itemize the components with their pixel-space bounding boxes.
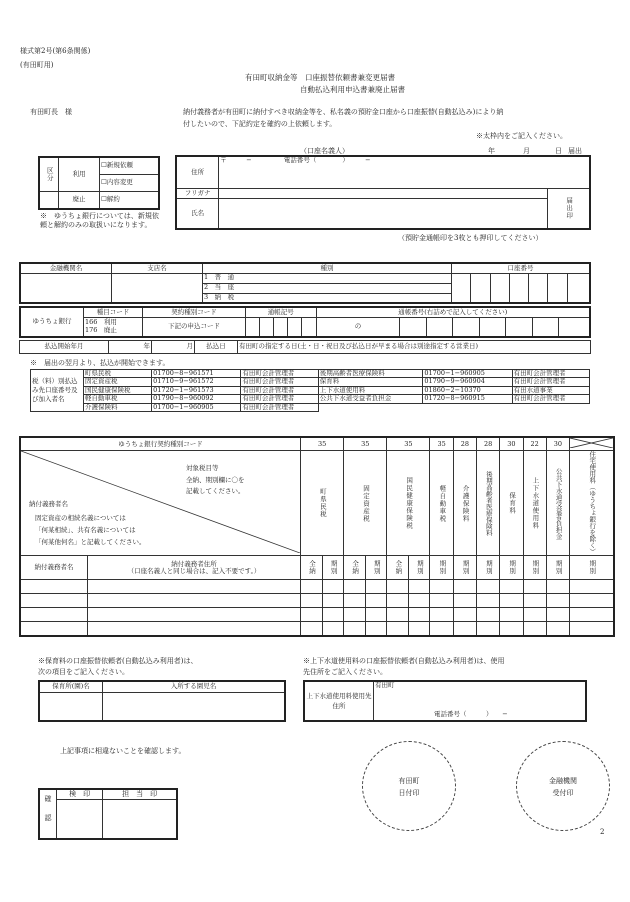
acct-digit[interactable]: [490, 273, 509, 303]
col-name-header: 納付義務者名: [20, 556, 88, 580]
name-field[interactable]: [219, 199, 547, 229]
bangou-digit[interactable]: [426, 317, 453, 337]
branch-field[interactable]: [112, 273, 203, 303]
entry-row[interactable]: [20, 622, 614, 636]
start-month[interactable]: 月: [152, 341, 195, 354]
accounts-side-label: 税（料）別払込み先口座番号及び加入者名: [31, 370, 84, 412]
acct-number: 01710−9−961572: [152, 378, 241, 386]
bangou-digit[interactable]: [453, 317, 480, 337]
kind-code-values: 166 利用 176 廃止: [84, 317, 143, 337]
code-cell: 35: [387, 437, 430, 451]
form-number: 様式第2号(第6条関係): [20, 47, 91, 55]
ki-header: 期別: [430, 556, 453, 580]
bank-receipt-stamp: 金融機関 受付印: [516, 741, 610, 831]
water-address-field[interactable]: [374, 681, 587, 721]
acct-number: 01700−1−960905: [423, 370, 512, 378]
acct-digit[interactable]: [509, 273, 528, 303]
acct-tax: 軽自動車税: [84, 395, 152, 403]
acct-number: 01720−1−961573: [152, 386, 241, 394]
bank-name-header: 金融機関名: [20, 263, 112, 273]
tax-col-header: 国民健康保険税: [387, 451, 430, 556]
hoiku-name-field[interactable]: [39, 692, 103, 721]
ki-header: 期別: [365, 556, 387, 580]
haishi-label: 廃止: [59, 191, 100, 209]
acct-tax: 公共下水道受益者負担金: [318, 395, 423, 403]
acct-holder: 有田水道事業: [512, 386, 589, 394]
acct-digit[interactable]: [567, 273, 590, 303]
child-name-field[interactable]: [103, 692, 286, 721]
furigana-field[interactable]: [219, 188, 547, 198]
col-address-header: 納付義務者住所 （口座名義人と同じ場合は、記入不要です。）: [88, 556, 301, 580]
crossed-cell: [570, 437, 614, 451]
date-year: 年: [488, 147, 495, 155]
applicant-box: [175, 155, 591, 230]
page-number: 2: [600, 828, 605, 836]
confirm-text: 上記事項に相違ないことを確認します。: [60, 747, 186, 755]
change-option[interactable]: ☐内容変更: [100, 175, 160, 192]
hoiku-note-1: ※保育料の口座振替依頼者(自動払込み利用者)は、: [38, 657, 198, 665]
date-day: 日: [555, 147, 562, 155]
cancel-option[interactable]: ☐解約: [100, 191, 160, 209]
taxpayer-note-3: 「何某他何名」と記載してください。: [35, 538, 146, 547]
kind-code-header: 種目コード: [84, 307, 143, 317]
category-box: [38, 156, 160, 210]
water-label: 上下水道使用料使用先住所: [304, 681, 374, 721]
start-label: 払込開始年月: [20, 341, 109, 354]
code-cell: 35: [430, 437, 453, 451]
intro-line-2: 付したいので、下記約定を確約の上依頼します。: [183, 120, 337, 128]
acct-holder: 有田町会計管理者: [241, 386, 318, 394]
branch-header: 支店名: [112, 263, 203, 273]
acct-holder: 有田町会計管理者: [241, 403, 318, 411]
diag-top: 対象税目等: [186, 464, 219, 473]
acct-holder: 有田町会計管理者: [512, 370, 589, 378]
acct-number: 01790−8−960092: [152, 395, 241, 403]
start-year[interactable]: 年: [109, 341, 152, 354]
yucho-label: ゆうちょ銀行: [20, 307, 84, 337]
water-phone: 電話番号（ ） −: [434, 709, 508, 718]
entry-row[interactable]: [20, 580, 614, 594]
confirm-seal-table: [38, 788, 178, 840]
tax-col-header: 住宅使用料（ゆうちょ銀行を除く）: [570, 451, 614, 556]
date-month: 月: [523, 147, 530, 155]
tax-col-header: 町県民税: [301, 451, 344, 556]
bangou-digit[interactable]: [532, 317, 559, 337]
kigou-digit[interactable]: [302, 317, 316, 337]
accounts-table: [30, 369, 590, 412]
form-subtitle: 自動払込利用申込書兼廃止届書: [300, 85, 405, 94]
acct-holder: 有田町会計管理者: [241, 378, 318, 386]
ken-in-header: 検 印: [57, 789, 103, 799]
acct-tax: 上下水道使用料: [318, 386, 423, 394]
code-cell: 30: [546, 437, 569, 451]
code-cell: 30: [500, 437, 523, 451]
no-mark: の: [316, 317, 400, 337]
contract-row-label: ゆうちょ銀行契約種別コード: [20, 437, 301, 451]
diag-mid-1: 全納、期別欄に〇を: [186, 476, 245, 485]
taxpayer-label: 納付義務者名: [29, 500, 68, 509]
zen-header: 全納: [387, 556, 409, 580]
hoiku-col-1: 保育所(園)名: [39, 681, 103, 692]
bold-box-note: ※太枠内をご記入ください。: [476, 132, 567, 140]
zen-header: 全納: [344, 556, 366, 580]
type-header: 種別: [203, 263, 452, 273]
furigana-label: フリガナ: [176, 188, 219, 198]
acct-tax: 固定資産税: [84, 378, 152, 386]
tax-col-header: 後期高齢者医療保険料: [477, 451, 500, 556]
addressee: 有田町長 様: [30, 108, 72, 116]
code-cell: 22: [523, 437, 546, 451]
ki-header: 期別: [570, 556, 614, 580]
kigou-digit[interactable]: [246, 317, 260, 337]
type-3[interactable]: 3 納 税: [203, 293, 452, 303]
tax-col-header: 介護保険料: [453, 451, 476, 556]
hoiku-col-2: 入所する園児名: [103, 681, 286, 692]
entry-row[interactable]: [20, 608, 614, 622]
tantou-box[interactable]: [103, 799, 177, 839]
water-note-1: ※上下水道使用料の口座振替依頼者(自動払込み利用者)は、使用: [303, 657, 505, 665]
tantou-header: 担 当 印: [103, 789, 177, 799]
acct-digit[interactable]: [471, 273, 490, 303]
acct-holder: 有田町会計管理者: [512, 378, 589, 386]
tax-col-header: 保育料: [500, 451, 523, 556]
kigou-digit[interactable]: [260, 317, 274, 337]
items-table: [19, 436, 615, 637]
acct-holder: 有田町会計管理者: [241, 370, 318, 378]
acct-tax: 保育料: [318, 378, 423, 386]
bangou-digit[interactable]: [559, 317, 590, 337]
code-cell: 28: [477, 437, 500, 451]
ki-header: 期別: [523, 556, 546, 580]
code-cell: 28: [453, 437, 476, 451]
tax-col-header: 公共下水道受益者負担金: [546, 451, 569, 556]
pay-date-label: 払込日: [195, 341, 238, 354]
ki-header: 期別: [408, 556, 430, 580]
taxpayer-note-1: 固定資産の相続名義については: [35, 514, 126, 523]
kakunin-label: 確認: [39, 789, 57, 839]
seal-note: （預貯金通帳印を3枚とも押印してください）: [398, 234, 543, 242]
town-note: (有田町用): [20, 61, 54, 69]
ki-header: 期別: [546, 556, 569, 580]
water-note-2: 先住所をご記入ください。: [303, 668, 387, 676]
acct-holder: 有田町会計管理者: [512, 395, 589, 403]
acct-tax: 町県民税: [84, 370, 152, 378]
acct-digit[interactable]: [548, 273, 567, 303]
postal-mark: 〒 −: [220, 156, 252, 164]
holder-label: （口座名義人）: [300, 147, 349, 155]
start-row: [19, 340, 591, 354]
tsucho-bangou-header: 通帳番号(右詰めで記入してください): [316, 307, 590, 317]
bangou-digit[interactable]: [400, 317, 427, 337]
acct-tax: 介護保険料: [84, 403, 152, 411]
acct-number: 01790−9−960904: [423, 378, 512, 386]
pay-date-text: 有田町の指定する日(土・日・祝日及び払込日が早まる場合は別途指定する営業日): [238, 341, 591, 354]
ki-header: 期別: [500, 556, 523, 580]
acct-digit[interactable]: [529, 273, 548, 303]
tax-col-header: 軽自動車税: [430, 451, 453, 556]
acct-holder: 有田町会計管理者: [241, 395, 318, 403]
ki-header: 期別: [477, 556, 500, 580]
taxpayer-note-2: 「何某相続」、共有名義については: [35, 526, 136, 535]
kubun-label: 区分: [39, 157, 59, 191]
town-date-stamp: 有田町 日付印: [362, 741, 456, 831]
account-header: 口座番号: [451, 263, 590, 273]
seal-area: 届出印: [547, 188, 590, 229]
new-request-option[interactable]: ☐新規依頼: [100, 157, 160, 175]
type-1[interactable]: 1 普 通: [203, 273, 452, 283]
hoiku-table: [38, 680, 286, 722]
address-label: 住所: [176, 156, 219, 188]
ki-header: 期別: [322, 556, 344, 580]
intro-line-1: 納付義務者が有田町に納付すべき収納金等を、私名義の預貯金口座から口座振替(自動払込み)により納: [183, 108, 504, 116]
tsucho-kigou-header: 通帳記号: [246, 307, 317, 317]
date-suffix: 届出: [568, 147, 582, 155]
code-cell: 35: [301, 437, 344, 451]
water-table: [303, 680, 587, 722]
water-town: 有田町: [375, 681, 395, 689]
code-cell: 35: [344, 437, 387, 451]
entry-row[interactable]: [20, 594, 614, 608]
acct-tax: 国民健康保険税: [84, 386, 152, 394]
contract-note: 下記の申込コード: [143, 317, 246, 337]
yucho-note: ※ ゆうちょ銀行については、新規依頼と解約のみの取扱いになります。: [40, 212, 159, 230]
tax-col-header: 固定資産税: [344, 451, 387, 556]
bangou-digit[interactable]: [506, 317, 533, 337]
diag-mid-2: 記載してください。: [186, 487, 245, 496]
bangou-digit[interactable]: [479, 317, 506, 337]
phone-label: 電話番号（ ） −: [283, 156, 371, 164]
type-2[interactable]: 2 当 座: [203, 283, 452, 293]
address-field[interactable]: [219, 156, 590, 188]
kigou-digit[interactable]: [288, 317, 302, 337]
bank-table: [19, 262, 591, 304]
form-title: 有田町収納金等 口座振替依頼書兼変更届書: [245, 73, 395, 82]
riyou-label: 利用: [59, 157, 100, 191]
accounts-note: ※ 届出の翌月より、払込が開始できます。: [30, 359, 170, 367]
kigou-digit[interactable]: [274, 317, 288, 337]
name-label: 氏名: [176, 199, 219, 229]
zen-header: 全納: [301, 556, 323, 580]
acct-number: 01700−8−961571: [152, 370, 241, 378]
tax-col-header: 上下水道使用料: [523, 451, 546, 556]
acct-number: 01860−2−10370: [423, 386, 512, 394]
ken-in-box[interactable]: [57, 799, 103, 839]
acct-tax: 後期高齢者医療保険料: [318, 370, 423, 378]
diagonal-header: [20, 451, 301, 556]
acct-digit[interactable]: [451, 273, 470, 303]
hoiku-note-2: 次の項目をご記入ください。: [38, 668, 129, 676]
yucho-table: [19, 306, 591, 338]
contract-code-header: 契約種別コード: [143, 307, 246, 317]
bank-name-field[interactable]: [20, 273, 112, 303]
acct-number: 01700−1−960905: [152, 403, 241, 411]
ki-header: 期別: [453, 556, 476, 580]
acct-number: 01720−8−960915: [423, 395, 512, 403]
